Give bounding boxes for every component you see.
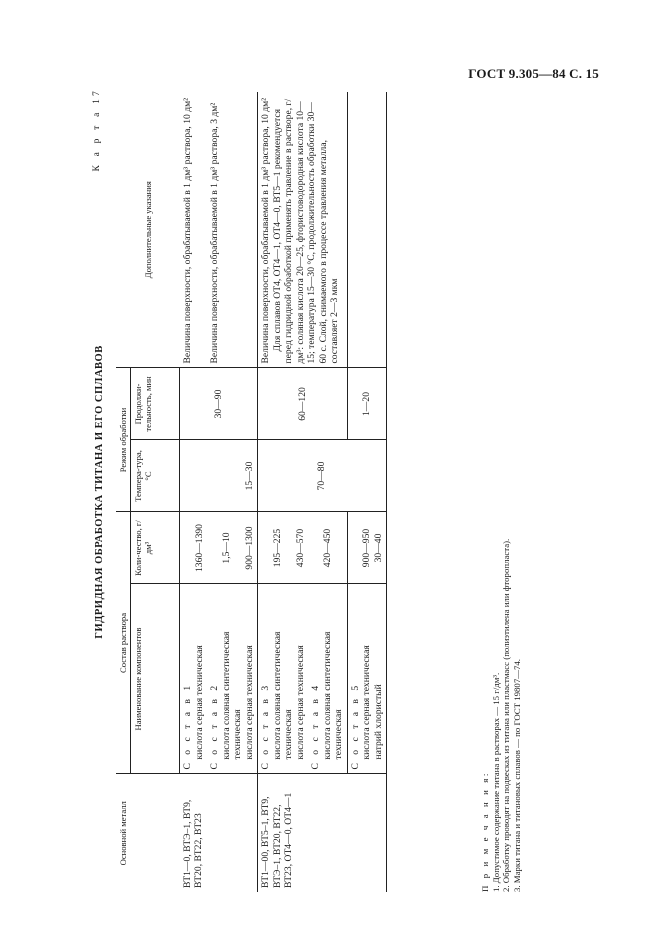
composition-name: С о с т а в 1 [182,682,193,770]
note-text: Величина поверхности, обрабатываемой в 1 дм³ раствора, 10 дм² [260,97,271,364]
component-name: кислота серная техническая [361,645,372,760]
component-name: кислота соляная синтетическая техническая [220,631,243,760]
composition-cell [207,584,258,774]
note-cell: Величина поверхности, обрабатываемой в 1 дм³ раствора, 10 дм² [180,92,208,368]
duration-cell: 1—20 [347,368,387,440]
document-reference: ГОСТ 9.305—84 С. 15 [468,66,599,81]
quantity-value: 195—225 [271,528,283,568]
composition-name: С о с т а в 5 [349,682,361,770]
header-component: Наименование компонентов [131,584,180,774]
notes-heading: П р и м е ч а н и я: [480,771,490,892]
table-row [258,92,309,892]
header-base-metal: Основной металл [118,801,128,866]
quantity-cell [180,512,208,584]
rotated-page-content [92,88,592,892]
temperature-cell: 15—30 [180,440,258,512]
header-mode: Режим обработки [116,368,131,512]
header-quantity: Коли-чество, г/дм³ [131,512,180,584]
composition-name: С о с т а в 3 [260,682,271,770]
note-item: 1. Допустимое содержание титана в растворах — 15 г/дм³. [490,672,501,892]
quantity-cell [308,512,347,584]
header-notes: Дополнительные указания [116,92,180,368]
duration-cell: 30—90 [180,368,258,440]
quantity-value: 900—950 [361,528,372,568]
quantity-value: 430—570 [294,528,306,568]
duration-cell: 60—120 [258,368,348,440]
table-title: ГИДРИДНАЯ ОБРАБОТКА ТИТАНА И ЕГО СПЛАВОВ [94,345,105,639]
header-duration: Продолжи-тельность, мин [131,368,180,440]
note-item: 2. Обработку проводят на подвесках из титана или пластмасс (полиэтилена или фторопласта). [501,538,511,892]
quantity-value: 900—1300 [243,526,255,570]
header-temperature: Темпера-тура, °С [131,440,180,512]
component-name: натрий хлористый [372,684,384,760]
table-row [180,92,208,892]
component-name: кислота серная техническая [243,645,255,760]
component-name: кислота серная техническая [193,645,205,760]
composition-cell [308,584,347,774]
component-name: кислота соляная синтетическая техническая [321,631,344,760]
temperature-cell: 70—80 [258,440,387,512]
base-metal-cell: ВТ1—00, ВТ5–1, ВТ9, ВТЭ–1, ВТ20, ВТ22, ВТ23, ОТ4—0, ОТ4—1 [258,774,387,892]
note-text: Для сплавов ОТ4, ОТ4—1, ОТ4—0, ВТ5—1 рекомендуется перед гидридной обработкой применять травление в растворе, г/дм³: соляная кислота 20—25, фтористоводородная кислота 10—15; температура 15—30 °С, продолжительность обработки 30—60 с. Слой, снимаемого в процессе травления металла, составляет 2—3 мкм [271,98,340,364]
quantity-cell [258,512,309,584]
quantity-cell [347,512,387,584]
card-label: К а р т а 17 [92,88,102,172]
base-metal-cell: ВТ1—0, ВТЭ–1, ВТ9, ВТ20, ВТ22, ВТ23 [180,774,258,892]
quantity-value: 420—450 [321,528,333,568]
composition-cell [347,584,387,774]
component-name: кислота соляная синтетическая техническая [271,631,294,760]
quantity-value: 1,5—10 [220,532,232,564]
note-cell [258,92,348,368]
component-name: кислота серная техническая [294,645,306,760]
quantity-cell [207,512,258,584]
note-item: 3. Марки титана и титановых сплавов — по ГОСТ 19807—74. [511,658,522,892]
header-solution: Состав раствора [116,512,131,774]
note-cell [347,92,387,368]
processing-table [116,92,387,892]
composition-name: С о с т а в 2 [209,682,220,770]
composition-name: С о с т а в 4 [310,682,321,770]
composition-cell [180,584,208,774]
composition-cell [258,584,309,774]
quantity-value: 30—40 [372,533,384,563]
quantity-value: 1360—1390 [193,524,205,572]
notes-block [480,92,522,892]
note-cell: Величина поверхности, обрабатываемой в 1 дм³ раствора, 3 дм² [207,92,258,368]
